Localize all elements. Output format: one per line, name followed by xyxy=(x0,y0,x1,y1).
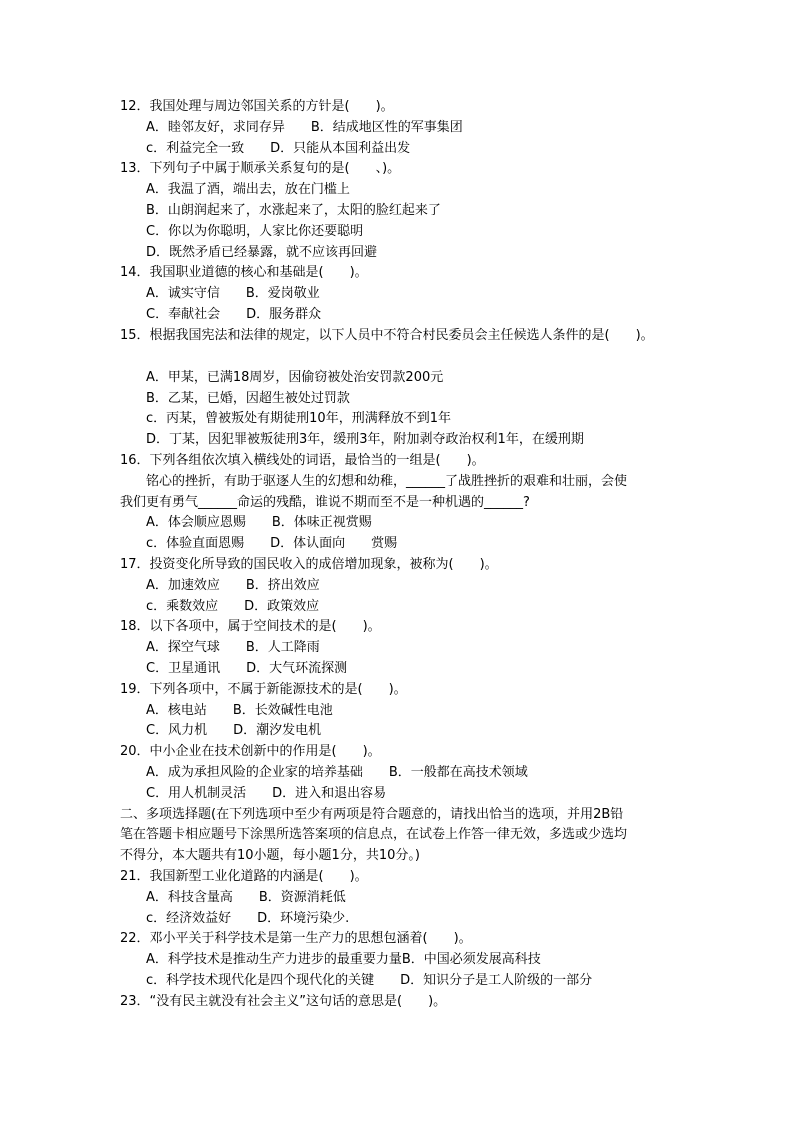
options-12-cd: c．利益完全一致 D．只能从本国利益出发 xyxy=(146,141,411,156)
options-21-ab: A．科技含量高 B．资源消耗低 xyxy=(146,890,346,905)
options-20-ab: A．成为承担风险的企业家的培养基础 B．一般都在高技术领域 xyxy=(146,765,528,780)
option-13-d: D．既然矛盾已经暴露，就不应该再回避 xyxy=(146,245,378,260)
options-19-ab: A．核电站 B．长效碱性电池 xyxy=(146,703,333,718)
question-12: 12．我国处理与周边邻国关系的方针是( )。 xyxy=(120,99,394,114)
section-heading-line2: 笔在答题卡相应题号下涂黑所选答案项的信息点，在试卷上作答一律无效，多选或少选均 xyxy=(120,827,628,842)
options-20-cd: C．用人机制灵活 D．进入和退出容易 xyxy=(146,786,387,801)
passage-16-line2: 我们更有勇气______命运的残酷，谁说不期而至不是一种机遇的______? xyxy=(120,495,530,510)
options-17-cd: c．乘数效应 D．政策效应 xyxy=(146,599,320,614)
question-18: 18．以下各项中，属于空间技术的是( )。 xyxy=(120,619,381,634)
options-16-ab: A．体会顺应恩赐 B．体味正视赏赐 xyxy=(146,515,372,530)
question-16: 16．下列各组依次填入横线处的词语，最恰当的一组是( )。 xyxy=(120,453,485,468)
option-13-c: C．你以为你聪明，人家比你还要聪明 xyxy=(146,224,364,239)
options-12-ab: A．睦邻友好，求同存异 B．结成地区性的军事集团 xyxy=(146,120,463,135)
options-22-cd: c．科学技术现代化是四个现代化的关键 D．知识分子是工人阶级的一部分 xyxy=(146,973,593,988)
question-22: 22．邓小平关于科学技术是第一生产力的思想包涵着( )。 xyxy=(120,931,472,946)
question-23: 23．“没有民主就没有社会主义”这句话的意思是( )。 xyxy=(120,994,447,1009)
option-13-a: A．我温了酒，端出去，放在门槛上 xyxy=(146,182,350,197)
options-18-cd: C．卫星通讯 D．大气环流探测 xyxy=(146,661,348,676)
passage-16-line1: 铭心的挫折，有助于驱逐人生的幻想和幼稚，______了战胜挫折的艰难和壮丽，会使 xyxy=(146,474,628,489)
option-15-a: A．甲某，已满18周岁，因偷窃被处治安罚款200元 xyxy=(146,370,444,385)
section-heading-line3: 不得分，本大题共有10小题，每小题1分，共10分。) xyxy=(120,848,420,863)
question-21: 21．我国新型工业化道路的内涵是( )。 xyxy=(120,869,368,884)
options-22-ab: A．科学技术是推动生产力进步的最重要力量B．中国必须发展高科技 xyxy=(146,952,541,967)
option-15-b: B．乙某，已婚，因超生被处过罚款 xyxy=(146,391,350,406)
options-17-ab: A．加速效应 B．挤出效应 xyxy=(146,578,320,593)
question-19: 19．下列各项中，不属于新能源技术的是( )。 xyxy=(120,682,407,697)
question-13: 13．下列句子中属于顺承关系复句的是( 、)。 xyxy=(120,161,401,176)
options-21-cd: c．经济效益好 D．环境污染少. xyxy=(146,911,350,926)
option-15-d: D．丁某，因犯罪被叛徒刑3年，缓刑3年，附加剥夺政治权利1年，在缓刑期 xyxy=(146,432,584,447)
option-13-b: B．山朗润起来了，水涨起来了，太阳的脸红起来了 xyxy=(146,203,441,218)
options-14-cd: C．奉献社会 D．服务群众 xyxy=(146,307,322,322)
options-18-ab: A．探空气球 B．人工降雨 xyxy=(146,640,320,655)
question-15: 15．根据我国宪法和法律的规定，以下人员中不符合村民委员会主任候选人条件的是( )。 xyxy=(120,328,654,343)
question-20: 20．中小企业在技术创新中的作用是( )。 xyxy=(120,744,381,759)
option-15-c: c．丙某，曾被叛处有期徒刑10年，刑满释放不到1年 xyxy=(146,411,451,426)
question-14: 14．我国职业道德的核心和基础是( )。 xyxy=(120,265,368,280)
options-16-cd: c．体验直面恩赐 D．体认面向 赏赐 xyxy=(146,536,398,551)
section-heading-line1: 二、多项选择题(在下列选项中至少有两项是符合题意的，请找出恰当的选项，并用2B铅 xyxy=(120,807,624,822)
options-14-ab: A．诚实守信 B．爱岗敬业 xyxy=(146,286,320,301)
question-17: 17．投资变化所导致的国民收入的成倍增加现象，被称为( )。 xyxy=(120,557,498,572)
options-19-cd: C．风力机 D．潮汐发电机 xyxy=(146,723,322,738)
